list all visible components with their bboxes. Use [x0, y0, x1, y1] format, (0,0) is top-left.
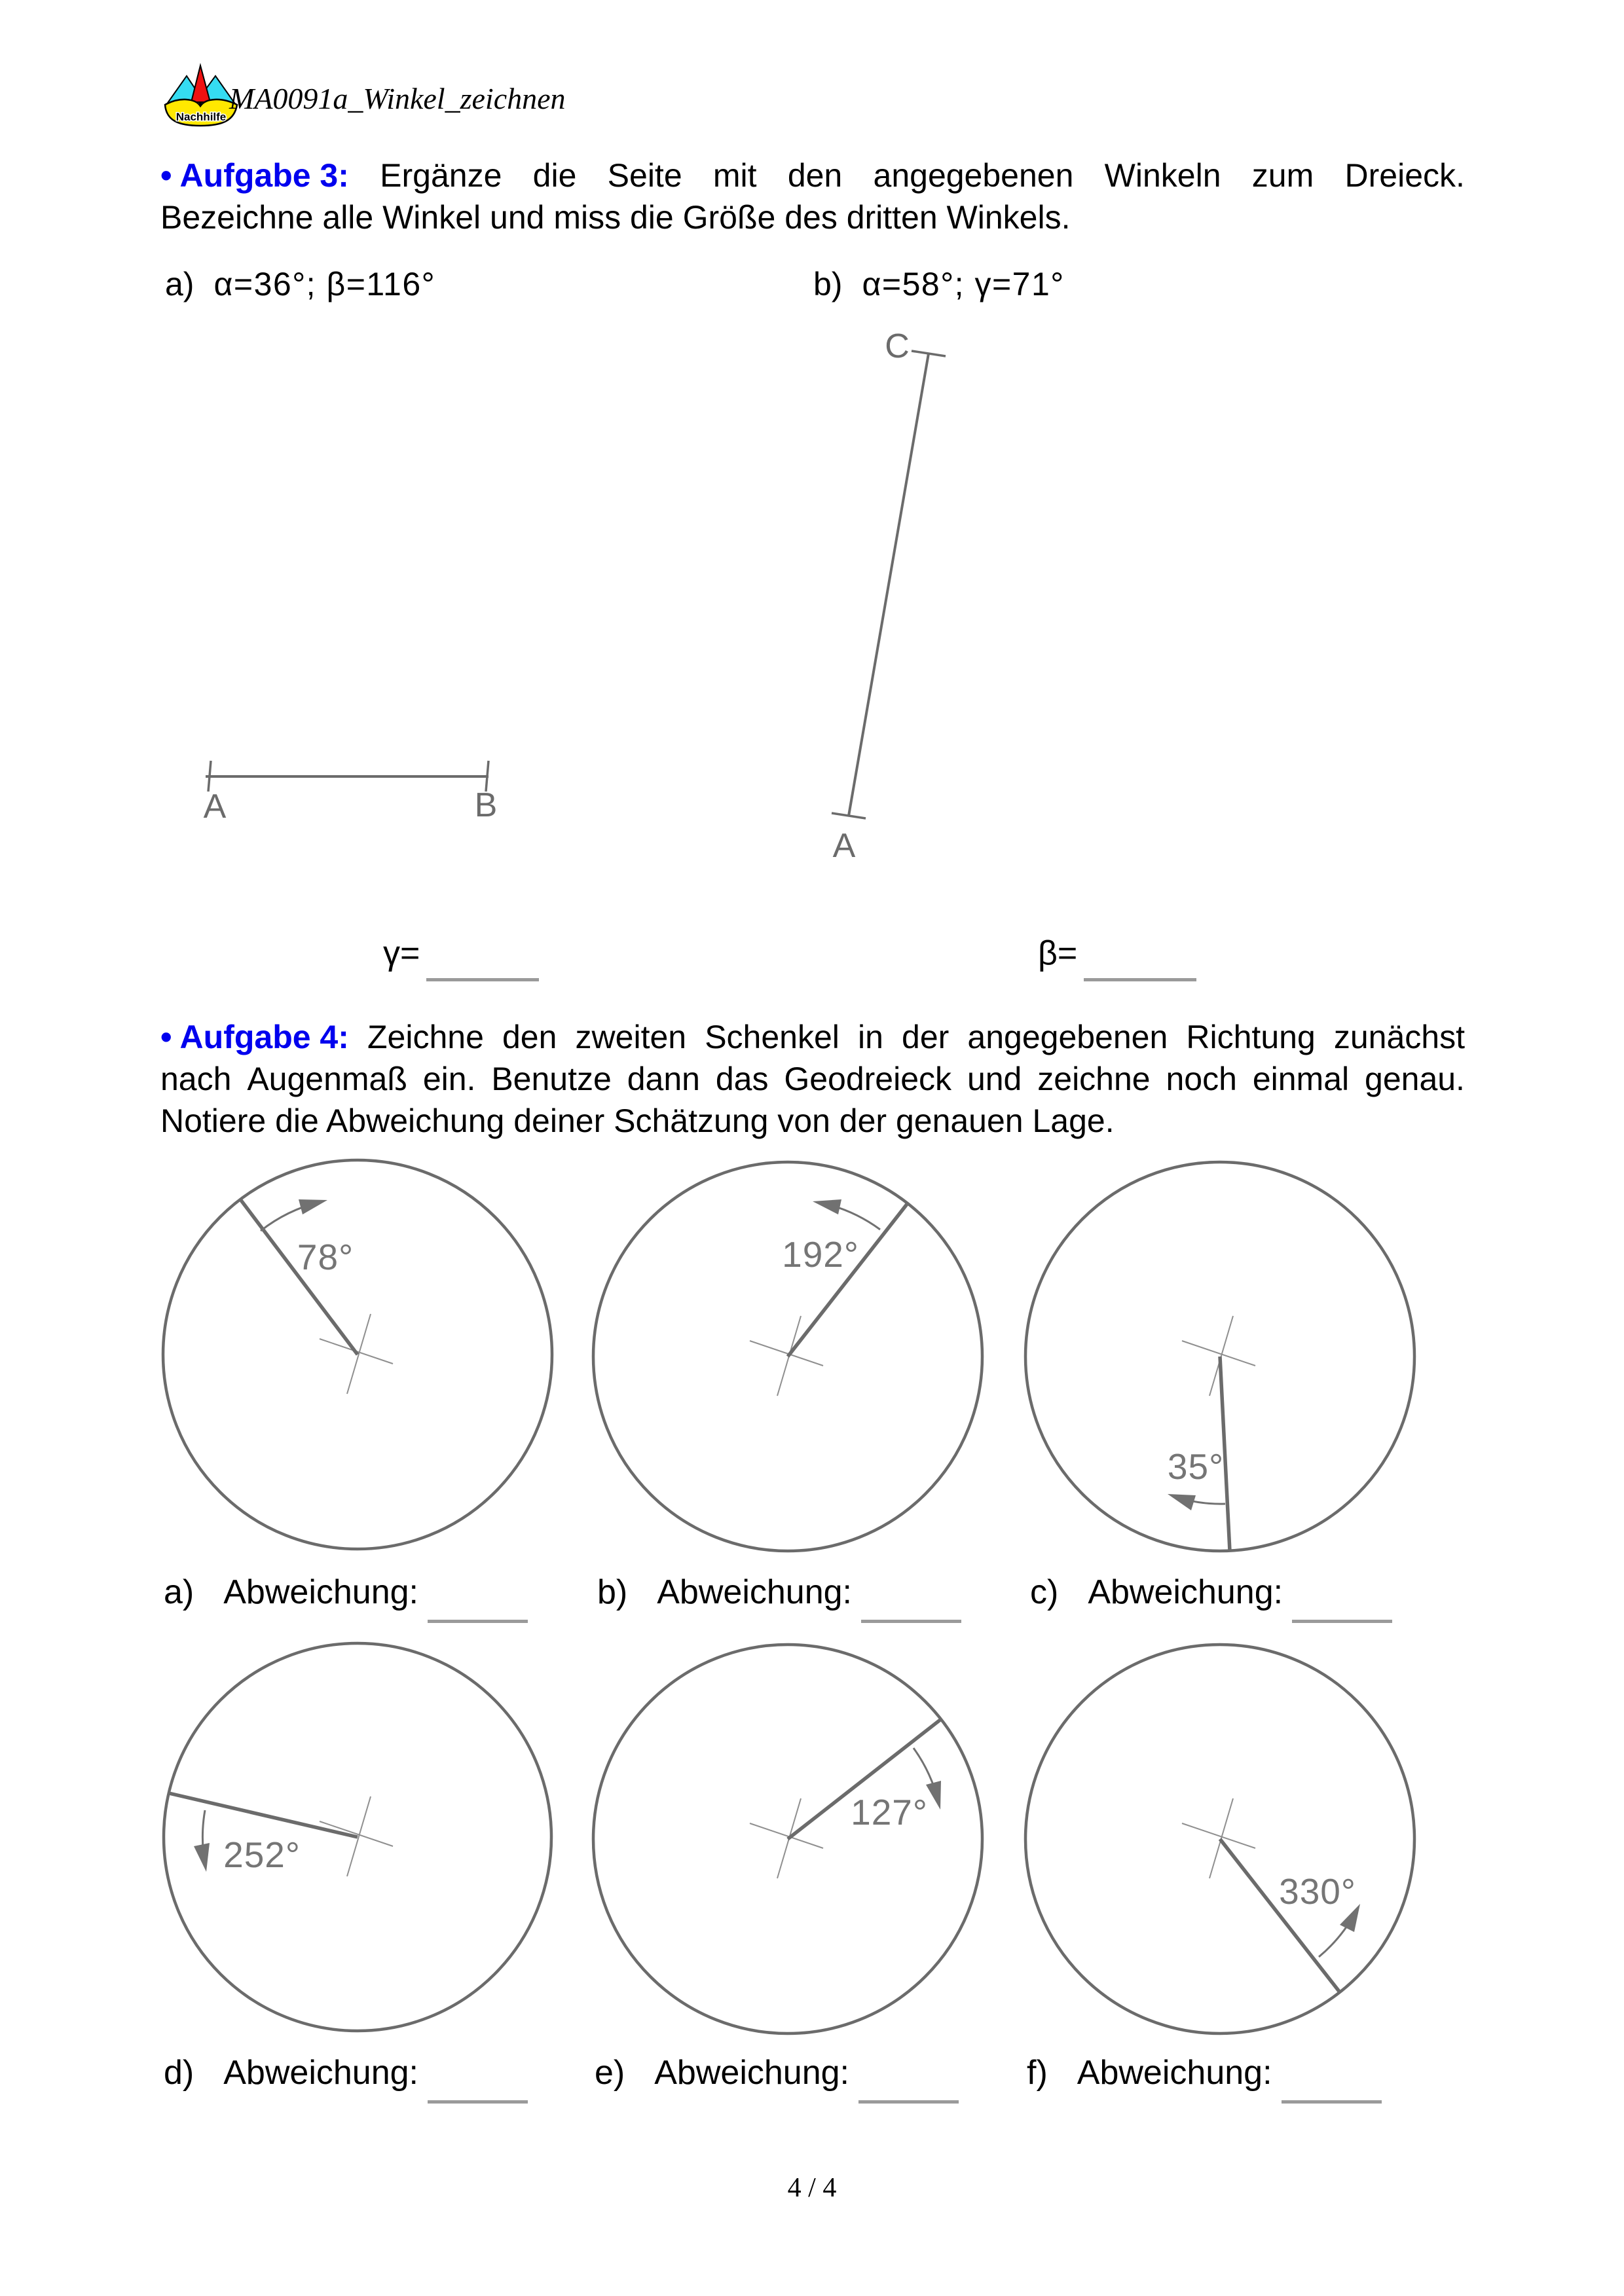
center-cross — [750, 1341, 823, 1366]
word: Richtung — [1186, 1019, 1316, 1055]
task3-answer-gamma — [383, 934, 539, 981]
angle-label-a: 78° — [297, 1237, 354, 1277]
task4-intro-line2 — [160, 1058, 1465, 1100]
circle-figure-d — [164, 1643, 551, 2031]
point-label-a2: A — [832, 827, 856, 865]
word: ein. — [422, 1061, 476, 1097]
direction-arrowhead — [299, 1199, 327, 1214]
word: genau. — [1365, 1061, 1465, 1097]
task3-item-b — [813, 266, 1065, 302]
angle-label-b: 192° — [782, 1234, 859, 1275]
task3-answer-beta — [1038, 934, 1196, 981]
answer-c — [1030, 1573, 1392, 1623]
direction-arrowhead — [813, 1199, 841, 1214]
task4-intro — [160, 1016, 1465, 1142]
beta-label: β= — [1038, 934, 1078, 972]
word: in — [858, 1019, 883, 1055]
page-number: 4 / 4 — [787, 2173, 837, 2203]
center-cross — [347, 1314, 371, 1394]
answer-b-blank — [861, 1620, 961, 1623]
word: und — [967, 1061, 1022, 1097]
answer-d-letter: d) — [164, 2054, 194, 2092]
answer-d-blank — [428, 2100, 528, 2104]
word: den — [787, 157, 843, 194]
task3-item-b-params: α=58°; γ=71° — [862, 266, 1065, 302]
beta-blank — [1084, 978, 1196, 981]
word: der — [902, 1019, 950, 1055]
angle-label-e: 127° — [851, 1792, 928, 1832]
answer-a — [164, 1573, 528, 1623]
word: Benutze — [491, 1061, 612, 1097]
word: angegebenen — [967, 1019, 1168, 1055]
angle-label-c: 35° — [1167, 1446, 1225, 1487]
task3-intro-line1 — [160, 155, 1465, 196]
answer-a-letter: a) — [164, 1573, 194, 1611]
angle-ray — [788, 1203, 908, 1357]
nachhilfe-logo — [162, 63, 240, 130]
direction-arrowhead — [194, 1843, 210, 1872]
answer-c-label: Abweichung: — [1088, 1573, 1283, 1611]
circle-figure-a — [163, 1160, 552, 1549]
word: Seite — [607, 157, 682, 194]
word: mit — [712, 157, 757, 194]
word: zweiten — [575, 1019, 687, 1055]
task3-item-a-letter: a) — [165, 266, 194, 302]
task3-intro-line2: Bezeichne alle Winkel und miss die Größe des dritten Winkels. — [160, 199, 1071, 236]
answer-e-label: Abweichung: — [654, 2054, 850, 2092]
center-cross — [750, 1823, 823, 1848]
word: Geodreieck — [784, 1061, 952, 1097]
word: den — [502, 1019, 557, 1055]
word: Dreieck. — [1344, 157, 1465, 194]
word: zum — [1251, 157, 1314, 194]
angle-ray — [1220, 1839, 1340, 1992]
circle-figure-b — [593, 1162, 982, 1551]
logo-text: Nachhilfe — [175, 111, 227, 123]
direction-arrowhead — [926, 1781, 941, 1810]
center-cross — [320, 1821, 393, 1846]
answer-e-blank — [858, 2100, 959, 2104]
answer-f-letter: f) — [1027, 2054, 1048, 2092]
answer-f-label: Abweichung: — [1077, 2054, 1272, 2092]
angle-label-f: 330° — [1279, 1871, 1356, 1912]
task3-item-a — [165, 266, 435, 302]
task4-intro-line3: Notiere die Abweichung deiner Schätzung von der genauen Lage. — [160, 1102, 1115, 1139]
answer-b-letter: b) — [597, 1573, 628, 1611]
word: Ergänze — [380, 157, 502, 194]
logo-peak-red — [191, 65, 210, 102]
answer-a-blank — [428, 1620, 528, 1623]
answer-e-letter: e) — [595, 2054, 625, 2092]
direction-arrowhead — [1168, 1494, 1196, 1510]
word: noch — [1166, 1061, 1237, 1097]
word: angegebenen — [873, 157, 1074, 194]
answer-f-blank — [1282, 2100, 1382, 2104]
answer-c-letter: c) — [1030, 1573, 1059, 1611]
task4-label: • Aufgabe 4: — [160, 1019, 349, 1055]
circle-figure-c — [1025, 1162, 1414, 1551]
answer-c-blank — [1292, 1620, 1392, 1623]
center-cross — [1182, 1823, 1255, 1848]
task3-intro — [160, 155, 1465, 238]
circle-figure-f — [1025, 1645, 1414, 2033]
word: Augenmaß — [247, 1061, 407, 1097]
word: zeichne — [1037, 1061, 1151, 1097]
word: einmal — [1252, 1061, 1350, 1097]
angle-ray — [169, 1793, 358, 1837]
point-label-a: A — [203, 788, 227, 826]
answer-e — [595, 2053, 959, 2104]
gamma-blank — [426, 978, 539, 981]
word: das — [715, 1061, 769, 1097]
answer-d-label: Abweichung: — [223, 2054, 419, 2092]
word: nach — [160, 1061, 232, 1097]
word: zunächst — [1333, 1019, 1465, 1055]
gamma-label: γ= — [383, 934, 420, 972]
answer-d — [164, 2053, 528, 2104]
angle-label-d: 252° — [223, 1834, 301, 1875]
figure-task3-ac — [832, 351, 946, 818]
word: Winkeln — [1104, 157, 1221, 194]
answer-a-label: Abweichung: — [223, 1573, 419, 1611]
circle-figure-e — [593, 1645, 982, 2033]
task3-label: • Aufgabe 3: — [160, 157, 349, 194]
answer-b-label: Abweichung: — [657, 1573, 853, 1611]
task4-intro-line1 — [160, 1016, 1465, 1058]
point-label-b: B — [474, 786, 498, 824]
task3-item-a-params: α=36°; β=116° — [213, 266, 436, 302]
point-label-c: C — [885, 327, 910, 365]
document-title: MA0091a_Winkel_zeichnen — [229, 82, 566, 115]
answer-b — [597, 1573, 961, 1623]
word: dann — [627, 1061, 700, 1097]
answer-f — [1027, 2053, 1382, 2104]
figure-task3-ab — [206, 761, 489, 792]
task3-item-b-letter: b) — [813, 266, 843, 302]
word: Zeichne — [367, 1019, 484, 1055]
word: die — [532, 157, 577, 194]
word: Schenkel — [705, 1019, 840, 1055]
